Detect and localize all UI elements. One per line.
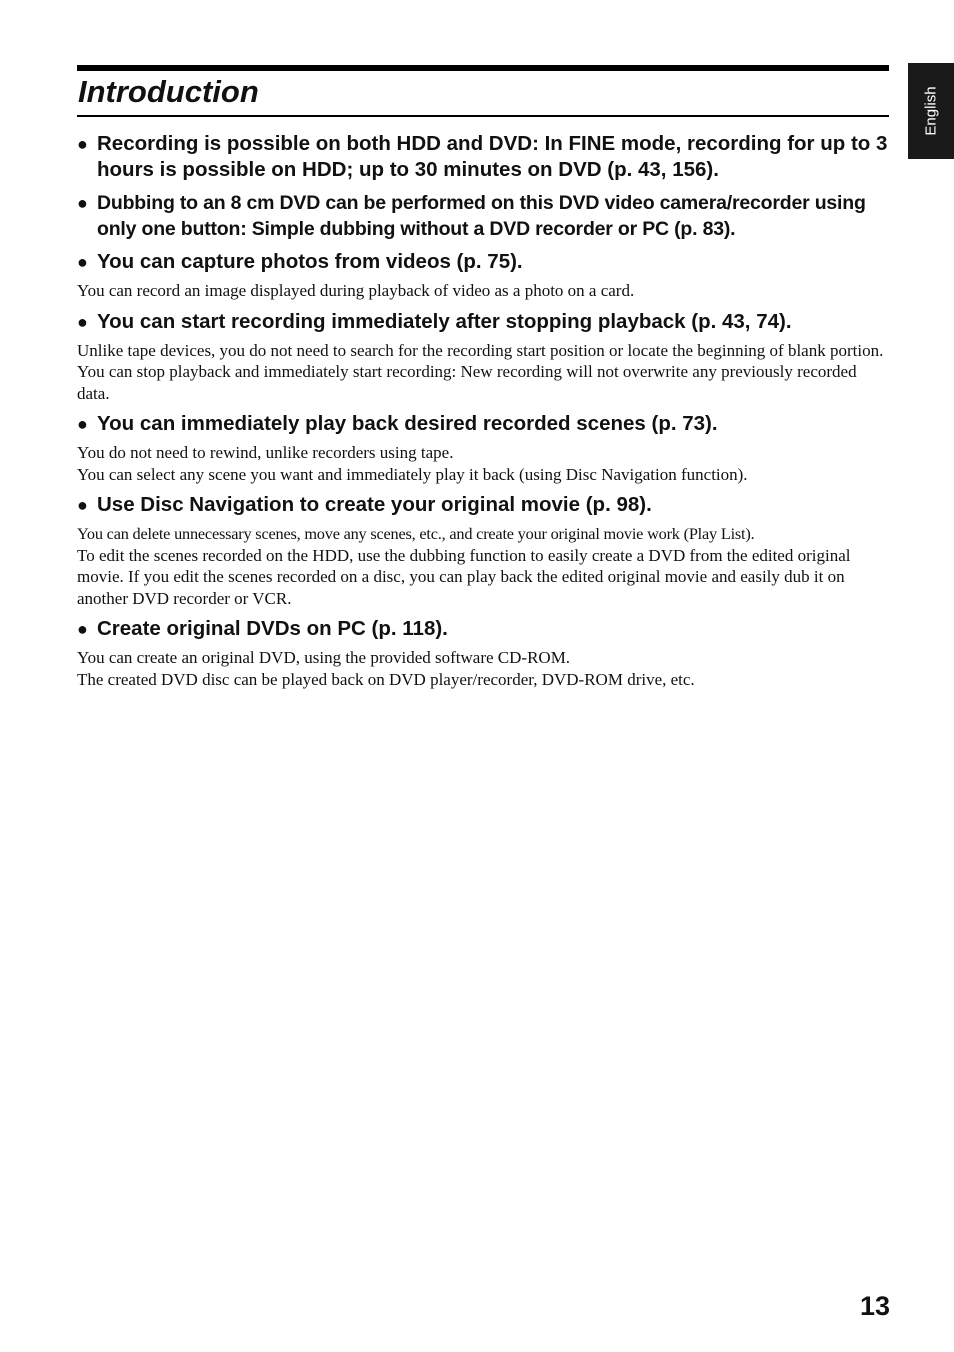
feature-section	[77, 411, 889, 485]
description-line: You can select any scene you want and immediately play it back (using Disc Navigation function).	[77, 464, 748, 484]
feature-list	[77, 131, 889, 697]
feature-heading-text: You can immediately play back desired recorded scenes (p. 73).	[97, 412, 718, 435]
feature-heading	[77, 616, 889, 642]
description-line: You can delete unnecessary scenes, move any scenes, etc., and create your original movie work (Play List).	[77, 524, 755, 543]
feature-heading-text: Recording is possible on both HDD and DVD: In FINE mode, recording for up to 3 hours is possible on HDD; up to 30 minutes on DVD (p. 43, 156).	[97, 132, 888, 181]
feature-section	[77, 309, 889, 405]
feature-section	[77, 616, 889, 690]
feature-heading	[77, 190, 889, 242]
feature-description	[77, 647, 889, 690]
bullet-icon: ●	[77, 414, 88, 434]
feature-heading	[77, 131, 889, 183]
language-tab	[908, 63, 954, 159]
feature-description	[77, 442, 889, 485]
feature-heading-text: Use Disc Navigation to create your original movie (p. 98).	[97, 493, 652, 516]
feature-description: You can record an image displayed during playback of video as a photo on a card.	[77, 281, 635, 300]
feature-heading-text: Dubbing to an 8 cm DVD can be performed on this DVD video camera/recorder using only one button: Simple dubbing without a DVD recorder or PC (p. 83).	[97, 192, 866, 240]
description-line: You do not need to rewind, unlike recorders using tape.	[77, 443, 454, 462]
bullet-icon: ●	[77, 193, 88, 213]
description-line: The created DVD disc can be played back on DVD player/recorder, DVD-ROM drive, etc.	[77, 669, 695, 689]
bullet-icon: ●	[77, 134, 88, 154]
feature-section	[77, 492, 889, 609]
description-line: You can create an original DVD, using the provided software CD-ROM.	[77, 648, 571, 667]
feature-heading-text: You can capture photos from videos (p. 75).	[97, 250, 523, 273]
page-number: 13	[859, 1291, 890, 1321]
bullet-icon: ●	[77, 311, 88, 332]
title-rule-top	[77, 65, 889, 71]
feature-section	[77, 249, 889, 302]
bullet-icon: ●	[77, 619, 88, 639]
feature-heading-text: You can start recording immediately after stopping playback (p. 43, 74).	[97, 309, 792, 333]
feature-description	[77, 340, 889, 405]
feature-heading	[77, 492, 889, 518]
language-tab-label: English	[922, 86, 940, 136]
bullet-icon: ●	[77, 252, 88, 272]
page-title: Introduction	[78, 74, 259, 109]
feature-heading-text: Create original DVDs on PC (p. 118).	[97, 617, 448, 640]
feature-section	[77, 190, 889, 242]
feature-section	[77, 131, 889, 183]
feature-heading	[77, 309, 889, 335]
feature-heading	[77, 411, 889, 437]
description-line: Unlike tape devices, you do not need to search for the recording start position or locate the beginning of blank portion.	[77, 340, 884, 360]
feature-heading	[77, 249, 889, 275]
title-rule-bottom	[77, 115, 889, 117]
bullet-icon: ●	[77, 495, 88, 515]
description-line: You can stop playback and immediately start recording: New recording will not overwrite any previously recorded data.	[77, 362, 857, 403]
description-line: To edit the scenes recorded on the HDD, use the dubbing function to easily create a DVD from the edited original movie. If you edit the scenes recorded on a disc, you can play back the edited original movie and easily dub it on another DVD recorder or VCR.	[77, 545, 851, 608]
feature-description	[77, 523, 889, 609]
